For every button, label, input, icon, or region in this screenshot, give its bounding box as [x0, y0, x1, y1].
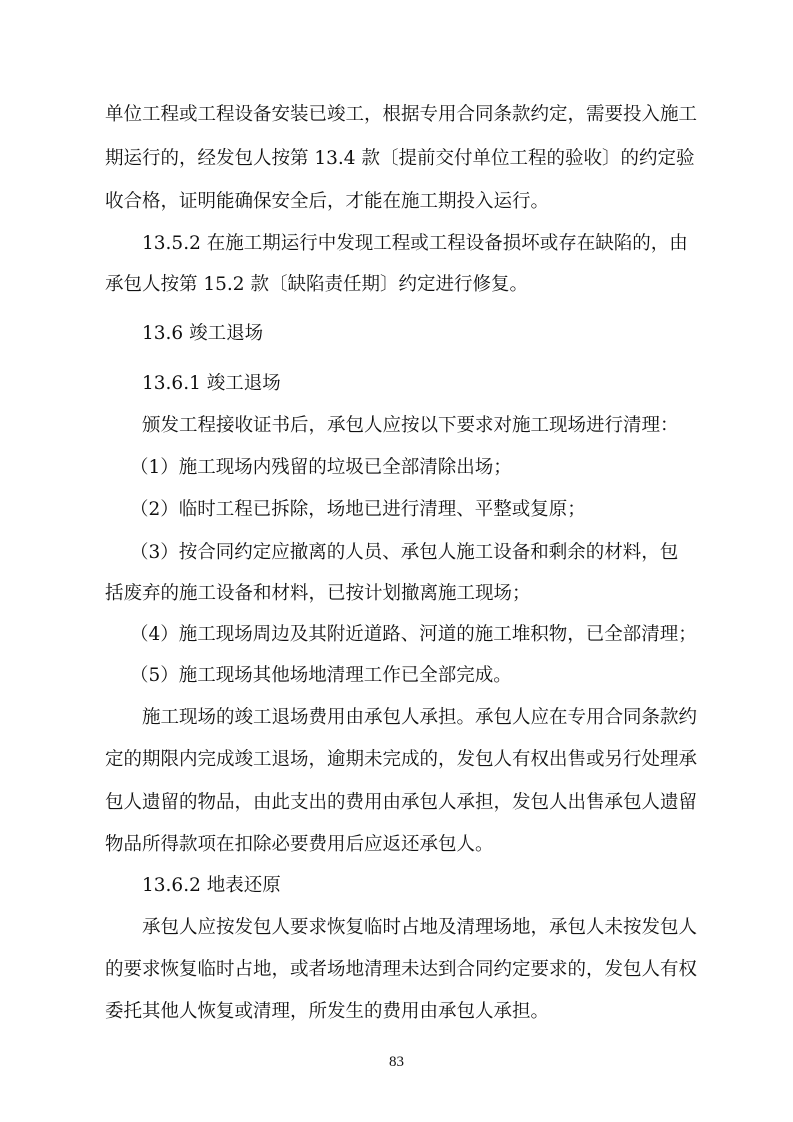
paragraph-line: 承包人按第 15.2 款〔缺陷责任期〕约定进行修复。 [105, 274, 528, 295]
paragraph-line: 物品所得款项在扣除必要费用后应返还承包人。 [105, 834, 494, 855]
page-number: 83 [389, 1054, 404, 1070]
paragraph-line: 包人遗留的物品，由此支出的费用由承包人承担，发包人出售承包人遗留 [105, 792, 698, 813]
section-heading-13-6: 13.6 竣工退场 [142, 323, 264, 344]
paragraph-line: 单位工程或工程设备安装已竣工，根据专用合同条款约定，需要投入施工 [105, 104, 698, 125]
paragraph-line: 承包人应按发包人要求恢复临时占地及清理场地，承包人未按发包人 [142, 917, 698, 938]
clause-13-5-2-line: 13.5.2 在施工期运行中发现工程或工程设备损坏或存在缺陷的，由 [142, 233, 688, 254]
section-heading-13-6-1: 13.6.1 竣工退场 [142, 373, 281, 394]
paragraph-line: 颁发工程接收证书后，承包人应按以下要求对施工现场进行清理： [142, 415, 679, 436]
paragraph-line: 收合格，证明能确保安全后，才能在施工期投入运行。 [105, 191, 550, 212]
list-item: （4）施工现场周边及其附近道路、河道的施工堆积物，已全部清理； [130, 624, 697, 645]
list-item: （3）按合同约定应撤离的人员、承包人施工设备和剩余的材料，包 [130, 542, 679, 563]
section-heading-13-6-2: 13.6.2 地表还原 [142, 875, 281, 896]
paragraph-line: 定的期限内完成竣工退场，逾期未完成的，发包人有权出售或另行处理承 [105, 749, 698, 770]
list-item-continuation: 括废弃的施工设备和材料，已按计划撤离施工现场； [105, 583, 531, 604]
paragraph-line: 委托其他人恢复或清理，所发生的费用由承包人承担。 [105, 1001, 550, 1022]
list-item: （1）施工现场内残留的垃圾已全部清除出场； [130, 457, 512, 478]
paragraph-line: 的要求恢复临时占地，或者场地清理未达到合同约定要求的，发包人有权 [105, 959, 698, 980]
paragraph-line: 施工现场的竣工退场费用由承包人承担。承包人应在专用合同条款约 [142, 707, 698, 728]
list-item: （2）临时工程已拆除，场地已进行清理、平整或复原； [130, 499, 586, 520]
paragraph-line: 期运行的，经发包人按第 13.4 款〔提前交付单位工程的验收〕的约定验 [105, 148, 695, 169]
list-item: （5）施工现场其他场地清理工作已全部完成。 [130, 665, 512, 686]
